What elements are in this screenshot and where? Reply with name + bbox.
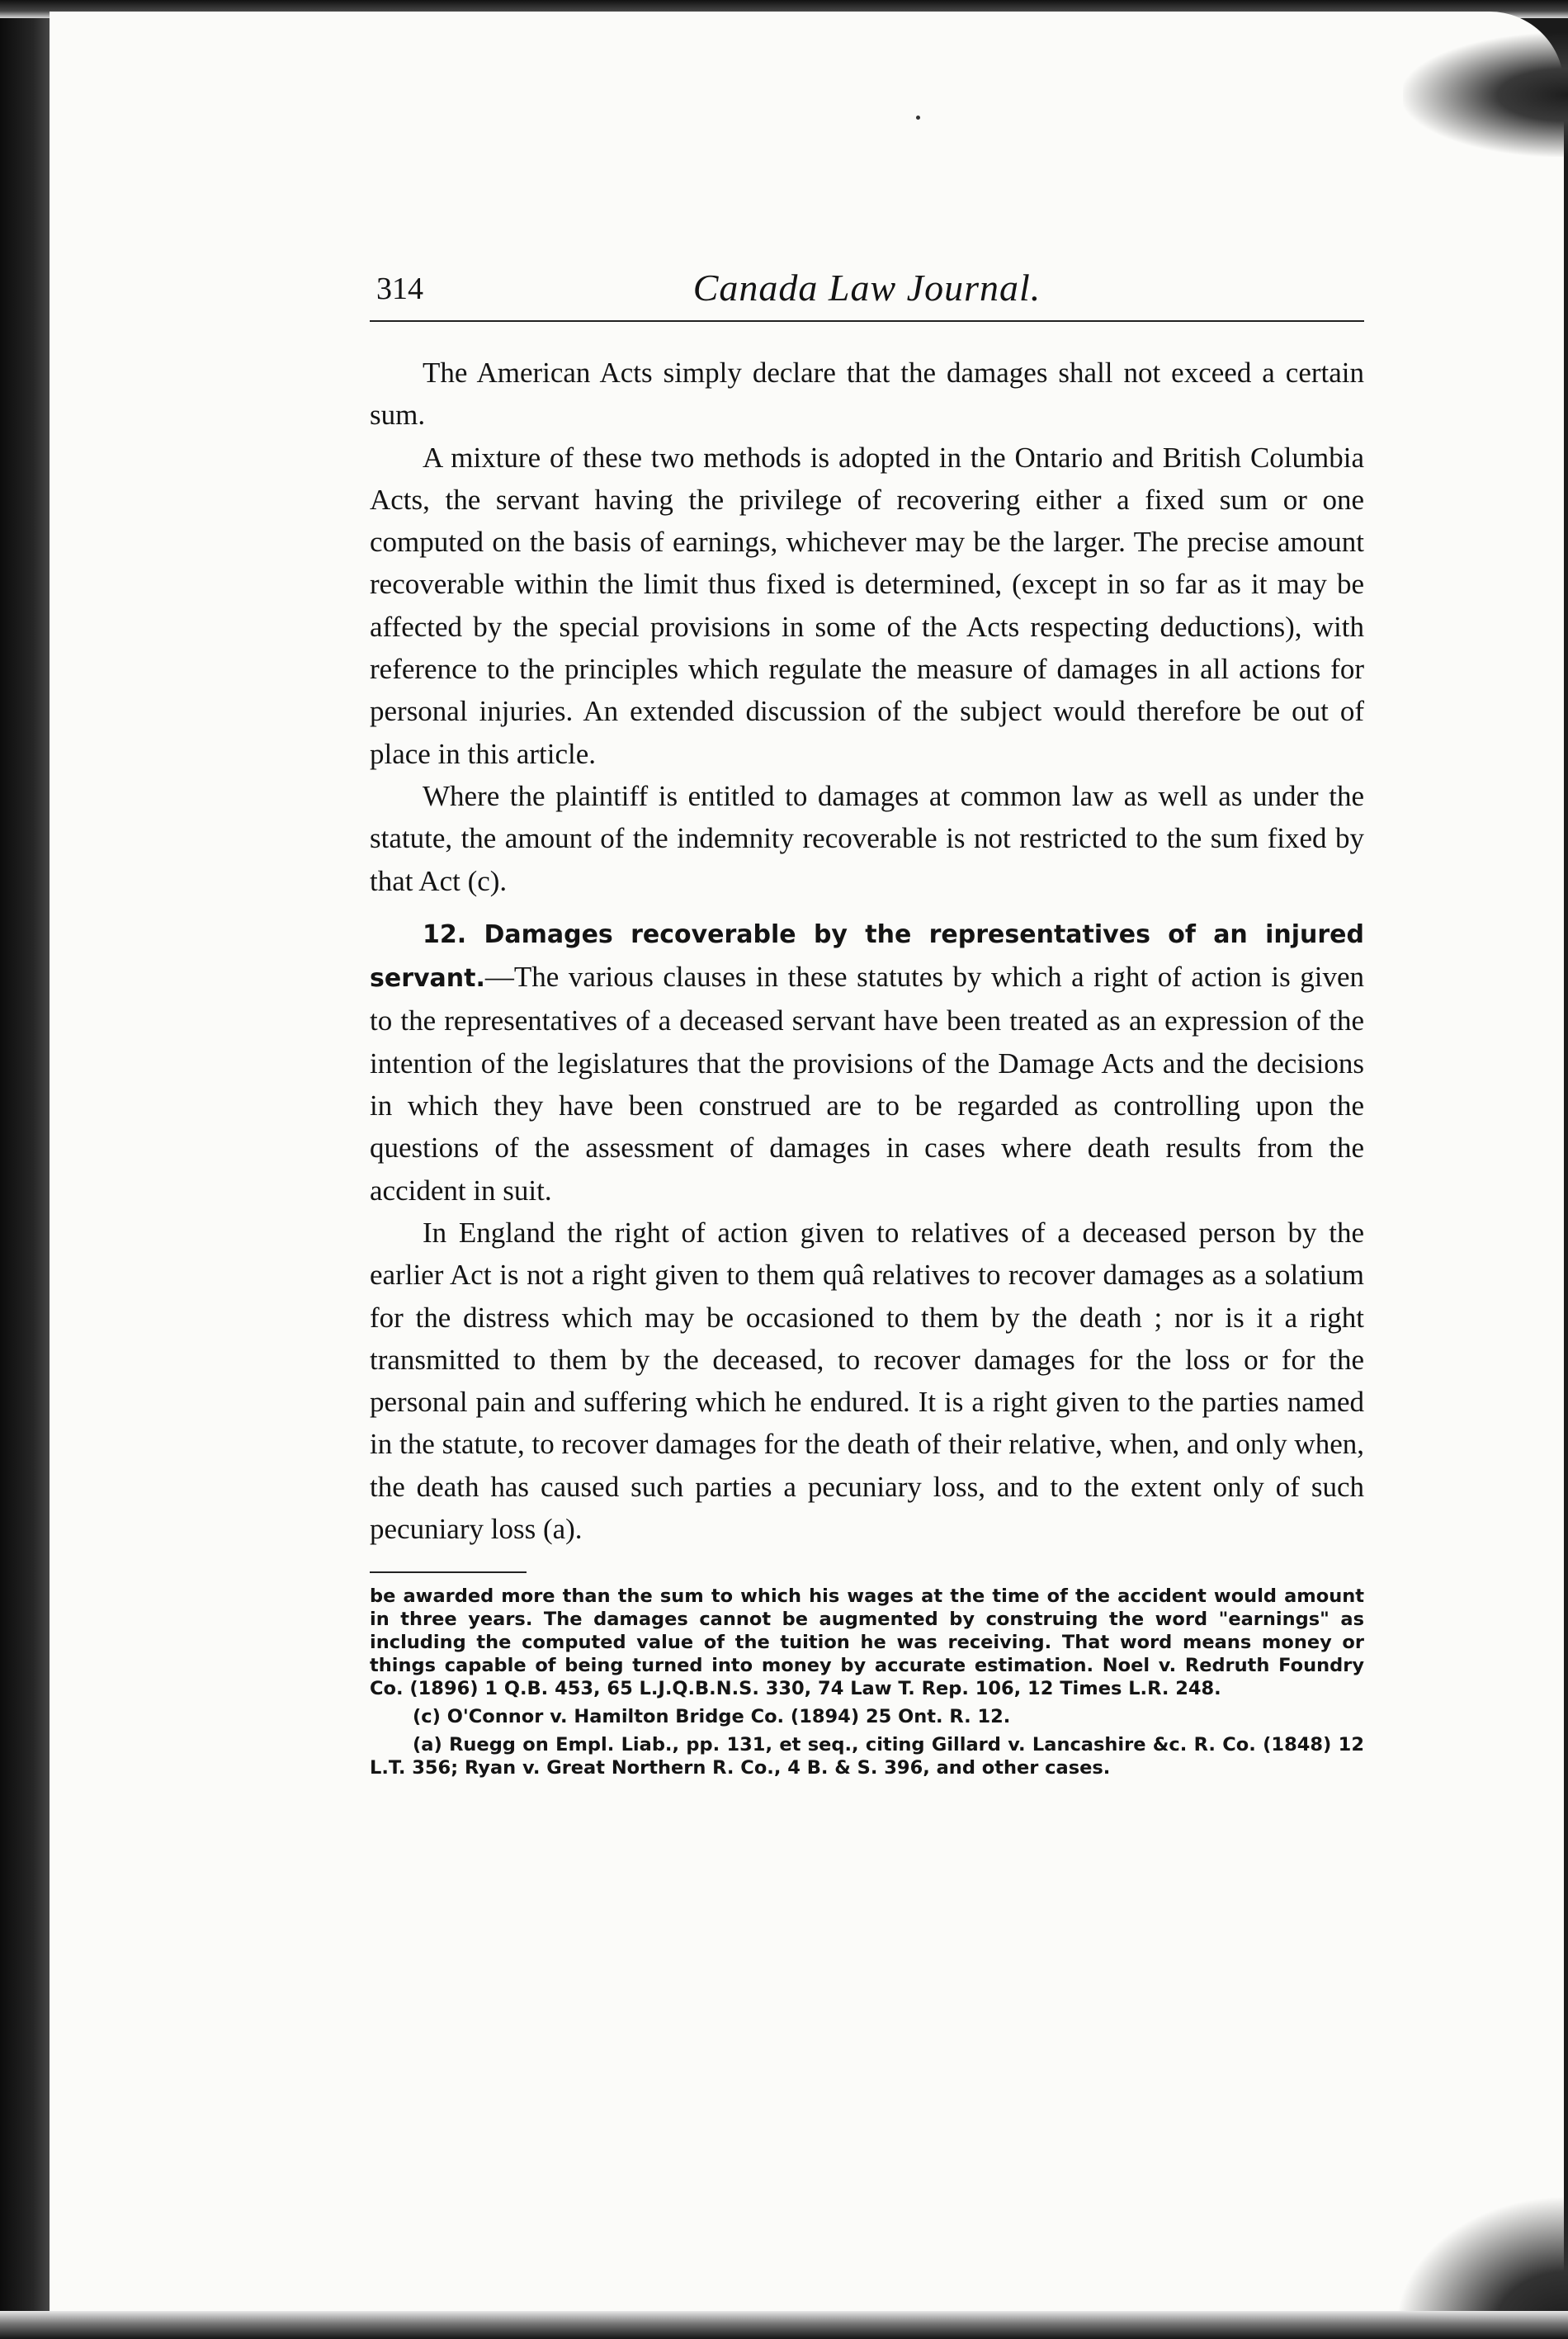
body-text xyxy=(370,352,1364,1550)
scan-edge-bottom xyxy=(0,2311,1568,2339)
footnote-c: (c) O'Connor v. Hamilton Bridge Co. (1894) 25 Ont. R. 12. xyxy=(413,1706,1011,1728)
scan-shadow-bottom-right xyxy=(1395,2195,1568,2327)
paragraph-american-acts: The American Acts simply declare that the damages shall not exceed a certain sum. xyxy=(370,357,1364,432)
footnotes xyxy=(370,1585,1364,1779)
page-content xyxy=(370,266,1364,1779)
running-title: Canada Law Journal. xyxy=(692,267,1041,309)
scan-shadow-top-right xyxy=(1403,33,1568,157)
section-12 xyxy=(370,912,1364,1212)
footnote-rule xyxy=(370,1571,527,1573)
section-12-text: —The various clauses in these statutes by which a right of action is given to the representatives of a deceased servant have been treated as an expression of the intention of the legislatures that the provisions of the Damage Acts and the decisions in which they have been construed are to be regarded as controlling upon the questions of the assessment of damages in cases where death results from the accident in suit. xyxy=(370,961,1364,1207)
page-header xyxy=(370,266,1364,322)
footnote-a: (a) Ruegg on Empl. Liab., pp. 131, et seq., citing Gillard v. Lancashire &c. R. Co. (1848) 12 L.T. 356; Ryan v. Great Northern R. Co., 4 B. & S. 396, and other cases. xyxy=(370,1734,1364,1779)
paragraph-england: In England the right of action given to relatives of a deceased person by the earlier Act is not a right given to them quâ relatives to recover damages as a solatium for the distress which may be occasioned to them by the death ; nor is it a right transmitted to them by the deceased, to recover damages for the loss or for the personal pain and suffering which he endured. It is a right given to the parties named in the statute, to recover damages for the death of their relative, when, and only when, the death has caused such parties a pecuniary loss, and to the extent only of such pecuniary loss (a). xyxy=(370,1216,1364,1546)
paragraph-mixture-methods: A mixture of these two methods is adopted in the Ontario and British Columbia Acts, the servant having the privilege of recovering either a fixed sum or one computed on the basis of earnings, whichever may be the larger. The precise amount recoverable within the limit thus fixed is determined, (except in so far as it may be affected by the special provisions in some of the Acts respecting deductions), with reference to the principles which regulate the measure of damages in all actions for personal injuries. An extended discussion of the subject would therefore be out of place in this article. xyxy=(370,441,1364,770)
paragraph-common-law: Where the plaintiff is entitled to damages at common law as well as under the statute, the amount of the indemnity recoverable is not restricted to the sum fixed by that Act (c). xyxy=(370,779,1364,897)
footnote-continued: be awarded more than the sum to which his wages at the time of the accident would amount in three years. The damages cannot be augmented by construing the word "earnings" as including the computed value of the tuition he was receiving. That word means money or things capable of being turned into money by accurate estimation. Noel v. Redruth Foundry Co. (1896) 1 Q.B. 453, 65 L.J.Q.B.N.S. 330, 74 Law T. Rep. 106, 12 Times L.R. 248. xyxy=(370,1585,1364,1700)
page-number: 314 xyxy=(376,272,423,306)
scan-speck xyxy=(916,116,920,120)
section-heading: 12. Damages recoverable by the representatives of an injured servant. xyxy=(370,919,1364,994)
